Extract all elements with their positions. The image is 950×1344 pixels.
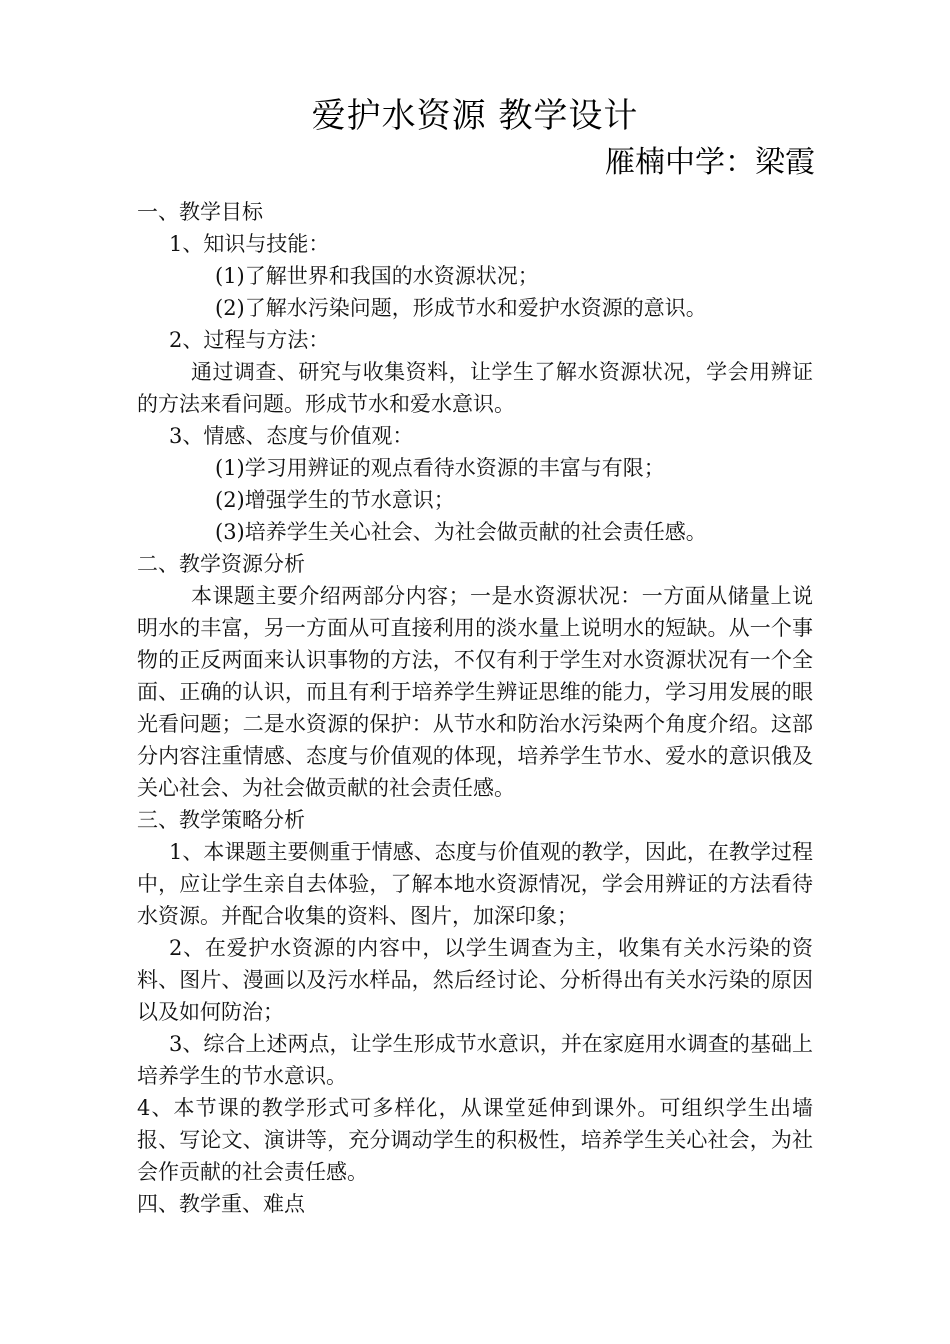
subheading-process-method: 2、过程与方法：	[169, 328, 330, 352]
list-item: (2)了解水污染问题，形成节水和爱护水资源的意识。	[215, 296, 707, 320]
strategy-item: 4、本节课的教学形式可多样化，从课堂延伸到课外。可组织学生出墙报、写论文、演讲等，充分调动学生的积极性，培养学生关心社会，为社会作贡献的社会责任感。	[137, 1096, 813, 1184]
list-item: (3)培养学生关心社会、为社会做贡献的社会责任感。	[215, 520, 707, 544]
strategy-item: 3、综合上述两点，让学生形成节水意识，并在家庭用水调查的基础上培养学生的节水意识。	[137, 1032, 813, 1088]
section-heading-objectives: 一、教学目标	[137, 200, 263, 224]
paragraph-resources: 本课题主要介绍两部分内容；一是水资源状况：一方面从储量上说明水的丰富，另一方面从可直接利用的淡水量上说明水的短缺。从一个事物的正反两面来认识事物的方法，不仅有利于学生对水资源状况有一个全面、正确的认识，而且有利于培养学生辨证思维的能力，学习用发展的眼光看问题；二是水资源的保护：从节水和防治水污染两个角度介绍。这部分内容注重情感、态度与价值观的体现，培养学生节水、爱水的意识俄及关心社会、为社会做贡献的社会责任感。	[137, 584, 813, 800]
document-author: 雁楠中学：梁霞	[605, 145, 815, 180]
section-heading-strategy: 三、教学策略分析	[137, 808, 305, 832]
section-heading-resources: 二、教学资源分析	[137, 552, 305, 576]
document-title: 爱护水资源 教学设计	[311, 96, 639, 136]
document-body	[137, 196, 813, 1220]
paragraph-process-method: 通过调查、研究与收集资料，让学生了解水资源状况，学会用辨证的方法来看问题。形成节水和爱水意识。	[137, 360, 813, 416]
subheading-emotion-values: 3、情感、态度与价值观：	[169, 424, 414, 448]
list-item: (2)增强学生的节水意识；	[215, 488, 455, 512]
list-item: (1)学习用辨证的观点看待水资源的丰富与有限；	[215, 456, 665, 480]
list-item: (1)了解世界和我国的水资源状况；	[215, 264, 539, 288]
subheading-knowledge-skills: 1、知识与技能：	[169, 232, 330, 256]
section-heading-key-points: 四、教学重、难点	[137, 1192, 305, 1216]
strategy-item: 2、在爱护水资源的内容中，以学生调查为主，收集有关水污染的资料、图片、漫画以及污水样品，然后经讨论、分析得出有关水污染的原因以及如何防治；	[137, 936, 813, 1024]
strategy-item: 1、本课题主要侧重于情感、态度与价值观的教学，因此，在教学过程中，应让学生亲自去体验，了解本地水资源情况，学会用辨证的方法看待水资源。并配合收集的资料、图片，加深印象；	[137, 840, 813, 928]
